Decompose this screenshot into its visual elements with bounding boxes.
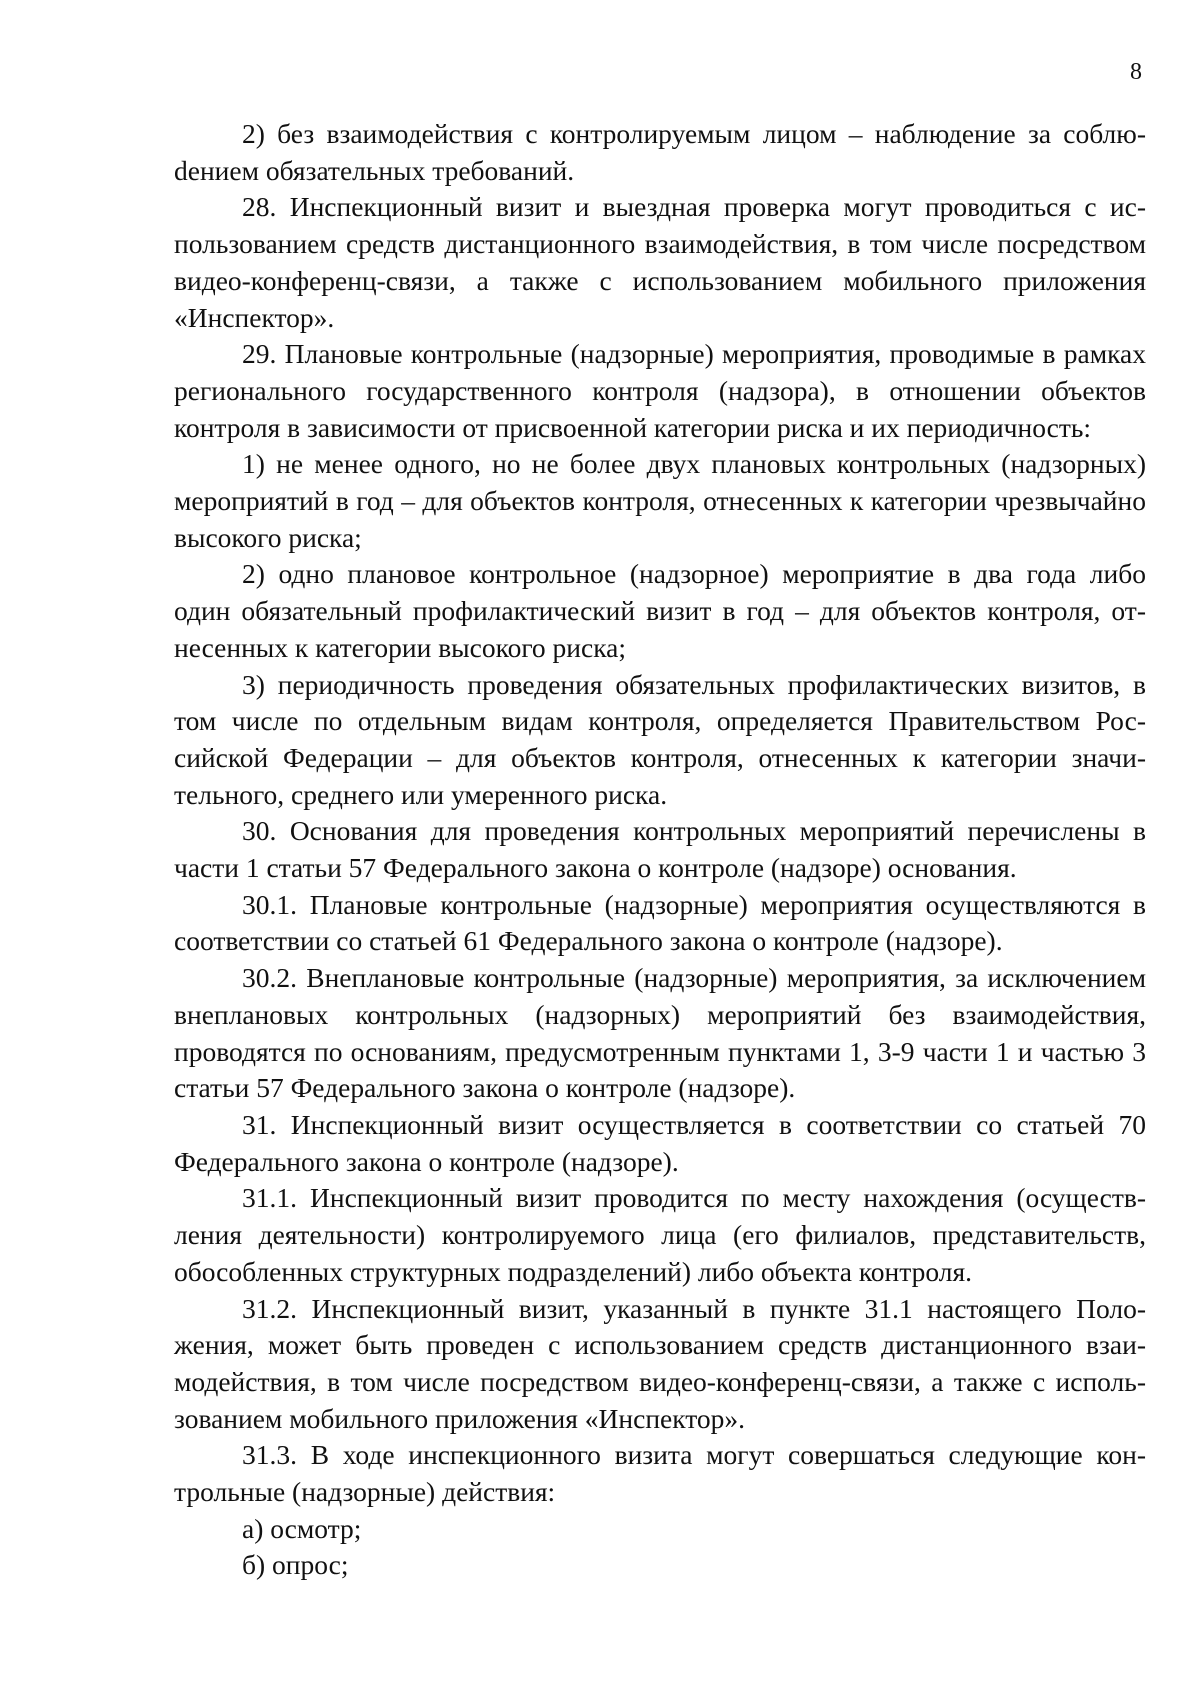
- paragraph-31: 31. Инспекционный визит осуществляется в соответствии со статьей 70 Федерального закона о контроле (надзоре).: [174, 1108, 1146, 1177]
- paragraph-30-2: 30.2. Внеплановые контрольные (надзорные) мероприятия, за исключением внеплановых контрольных (надзорных) мероприятий без взаимодействия, проводятся по основаниям, предусмотренным пунктами 1, 3-9 части 1 и частью 3 статьи 57 Федерального закона о контроле (надзоре).: [174, 962, 1146, 1104]
- paragraph-2-without-interaction: 2) без взаимодействия с контролируемым лицом – наблюдение за соблюdением обязательных требований.: [174, 118, 1146, 186]
- paragraph-31-3-item-b: б) опрос;: [242, 1549, 349, 1581]
- paragraph-30-1: 30.1. Плановые контрольные (надзорные) мероприятия осуществляются в соответствии со статьей 61 Федерального закона о контроле (надзоре).: [174, 888, 1146, 957]
- paragraph-31-3: 31.3. В ходе инспекционного визита могут совершаться следующие контрольные (надзорные) действия:: [174, 1439, 1146, 1508]
- document-body: [174, 116, 1146, 1584]
- paragraph-31-2: 31.2. Инспекционный визит, указанный в пункте 31.1 настоящего Положения, может быть проведен с использованием средств дистанционного взаимодействия, в том числе посредством видео-конференц-связи, а также с использованием мобильного приложения «Инспектор».: [174, 1292, 1146, 1434]
- paragraph-29: 29. Плановые контрольные (надзорные) мероприятия, проводимые в рамках регионального государственного контроля (надзора), в отношении объектов контроля в зависимости от присвоенной категории риска и их периодичность:: [174, 338, 1146, 443]
- paragraph-30: 30. Основания для проведения контрольных мероприятий перечислены в части 1 статьи 57 Федерального закона о контроле (надзоре) основания.: [174, 815, 1146, 884]
- paragraph-29-item-1: 1) не менее одного, но не более двух плановых контрольных (надзорных) мероприятий в год – для объектов контроля, отнесенных к категории чрезвычайно высокого риска;: [174, 448, 1146, 553]
- paragraph-31-1: 31.1. Инспекционный визит проводится по месту нахождения (осуществления деятельности) контролируемого лица (его филиалов, представительств, обособленных структурных подразделений) либо объекта контроля.: [174, 1182, 1146, 1287]
- paragraph-29-item-3: 3) периодичность проведения обязательных профилактических визитов, в том числе по отдельным видам контроля, определяется Правительством Российской Федерации – для объектов контроля, отнесенных к категории значительного, среднего или умеренного риска.: [174, 668, 1146, 810]
- paragraph-31-3-item-a: а) осмотр;: [242, 1512, 362, 1544]
- paragraph-28: 28. Инспекционный визит и выездная проверка могут проводиться с использованием средств дистанционного взаимодействия, в том числе посредством видео-конференц-связи, а также с использованием мобильного приложения «Инспектор».: [174, 191, 1146, 333]
- page-number: 8: [1130, 59, 1142, 85]
- paragraph-29-item-2: 2) одно плановое контрольное (надзорное) мероприятие в два года либо один обязательный профилактический визит в год – для объектов контроля, отнесенных к категории высокого риска;: [174, 558, 1146, 663]
